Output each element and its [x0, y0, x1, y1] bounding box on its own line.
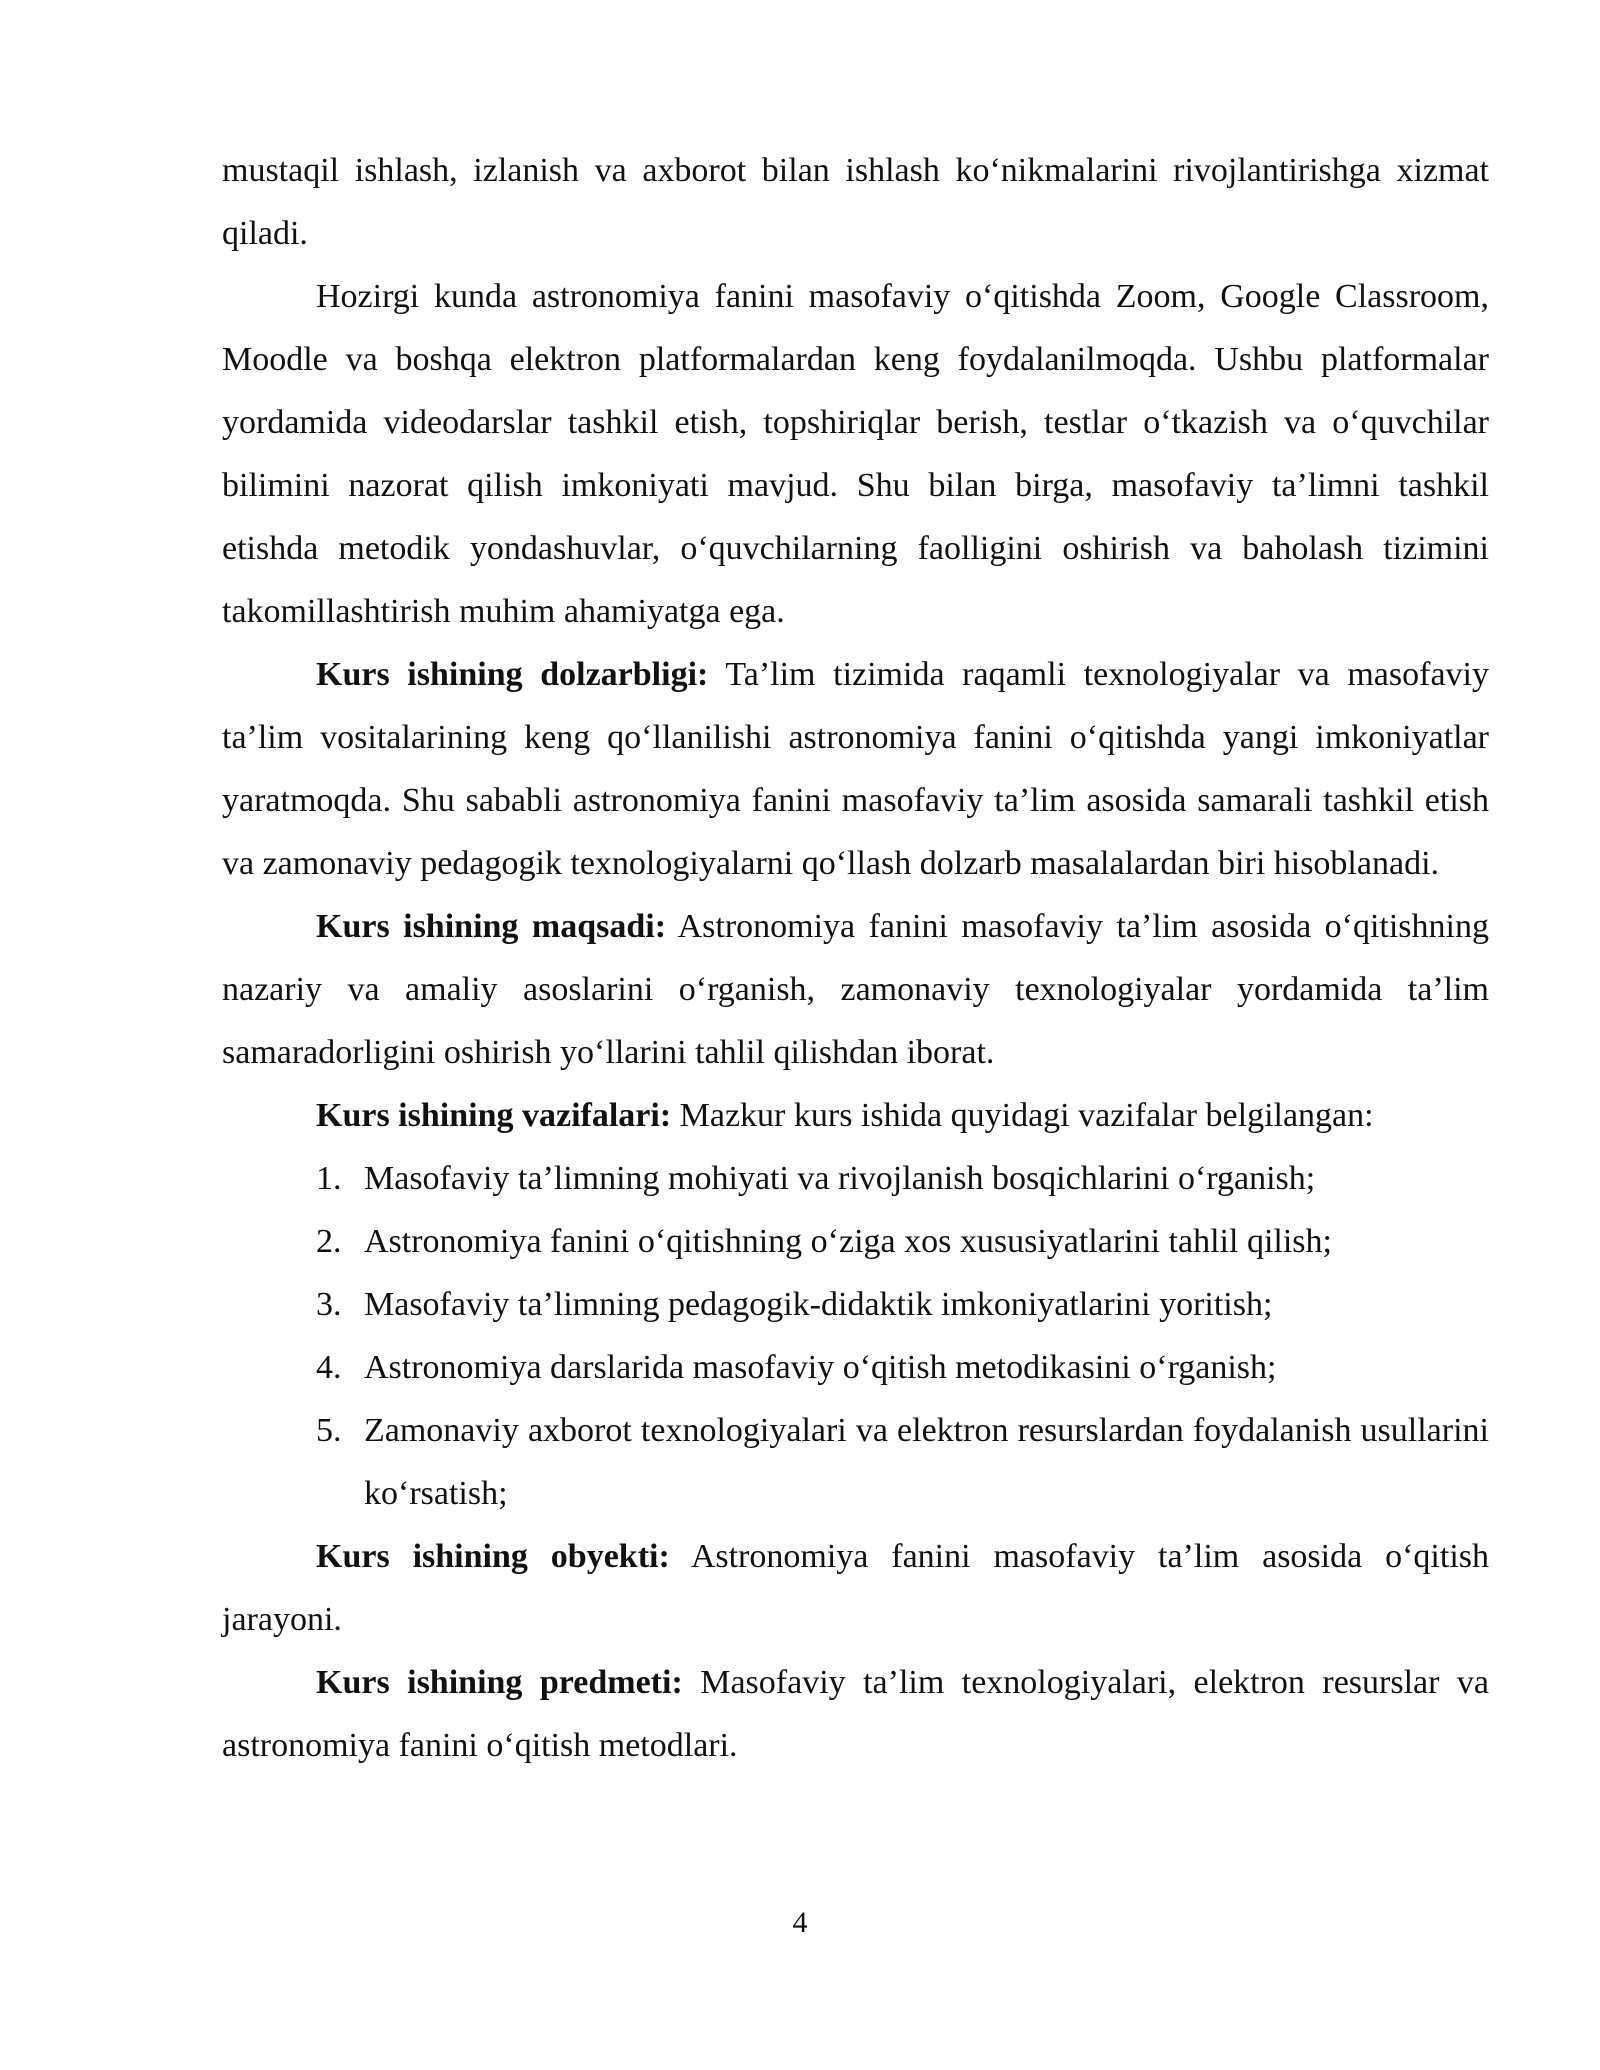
section-heading-relevance: Kurs ishining dolzarbligi: — [316, 656, 709, 693]
list-item-text: Masofaviy ta’limning pedagogik-didaktik imkoniyatlarini yoritish; — [364, 1286, 1273, 1323]
body-text — [222, 139, 1489, 1777]
paragraph-text: Mazkur kurs ishida quyidagi vazifalar belgilangan: — [671, 1097, 1374, 1134]
paragraph-text: Astronomiya fanini masofaviy ta’lim asosida o‘qitish jarayoni. — [222, 1538, 1489, 1638]
tasks-list — [222, 1147, 1489, 1525]
list-item — [222, 1147, 1489, 1210]
list-item-text: Astronomiya fanini o‘qitishning o‘ziga xos xususiyatlarini tahlil qilish; — [364, 1223, 1332, 1260]
paragraph-tasks-intro — [222, 1084, 1489, 1147]
list-item-number: 1. — [316, 1160, 342, 1197]
list-item-number: 5. — [316, 1412, 342, 1449]
paragraph-platforms — [222, 265, 1489, 643]
list-item — [222, 1210, 1489, 1273]
paragraph-relevance — [222, 643, 1489, 895]
list-item — [222, 1336, 1489, 1399]
paragraph-object — [222, 1525, 1489, 1651]
list-item-text: Zamonaviy axborot texnologiyalari va elektron resurslardan foydalanish usullarini ko‘rsatish; — [364, 1412, 1489, 1512]
list-item — [222, 1273, 1489, 1336]
list-item-text: Masofaviy ta’limning mohiyati va rivojlanish bosqichlarini o‘rganish; — [364, 1160, 1316, 1197]
paragraph-goal — [222, 895, 1489, 1084]
paragraph-continuation — [222, 139, 1489, 265]
list-item-number: 4. — [316, 1349, 342, 1386]
list-item-number: 3. — [316, 1286, 342, 1323]
paragraph-text: mustaqil ishlash, izlanish va axborot bilan ishlash ko‘nikmalarini rivojlantirishga xizmat qiladi. — [222, 152, 1489, 252]
section-heading-goal: Kurs ishining maqsadi: — [316, 908, 667, 945]
paragraph-subject — [222, 1651, 1489, 1777]
list-item — [222, 1399, 1489, 1525]
section-heading-tasks: Kurs ishining vazifalari: — [316, 1097, 672, 1134]
paragraph-text: Masofaviy ta’lim texnologiyalari, elektron resurslar va astronomiya fanini o‘qitish metodlari. — [222, 1664, 1489, 1764]
paragraph-text: Ta’lim tizimida raqamli texnologiyalar va masofaviy ta’lim vositalarining keng qo‘llanilishi astronomiya fanini o‘qitishda yangi imkoniyatlar yaratmoqda. Shu sababli astronomiya fanini masofaviy ta’lim asosida samarali tashkil etish va zamonaviy pedagogik texnologiyalarni qo‘llash dolzarb masalalardan biri hisoblanadi. — [222, 656, 1489, 882]
paragraph-text: Hozirgi kunda astronomiya fanini masofaviy o‘qitishda Zoom, Google Classroom, Moodle va boshqa elektron platformalardan keng foydalanilmoqda. Ushbu platformalar yordamida videodarslar tashkil etish, topshiriqlar berish, testlar o‘tkazish va o‘quvchilar bilimini nazorat qilish imkoniyati mavjud. Shu bilan birga, masofaviy ta’limni tashkil etishda metodik yondashuvlar, o‘quvchilarning faolligini oshirish va baholash tizimini takomillashtirish muhim ahamiyatga ega. — [222, 278, 1489, 630]
list-item-text: Astronomiya darslarida masofaviy o‘qitish metodikasini o‘rganish; — [364, 1349, 1277, 1386]
section-heading-subject: Kurs ishining predmeti: — [316, 1664, 683, 1701]
list-item-number: 2. — [316, 1223, 342, 1260]
paragraph-text: Astronomiya fanini masofaviy ta’lim asosida o‘qitishning nazariy va amaliy asoslarini o‘rganish, zamonaviy texnologiyalar yordamida ta’lim samaradorligini oshirish yo‘llarini tahlil qilishdan iborat. — [222, 908, 1489, 1071]
page-number: 4 — [792, 1906, 808, 1939]
section-heading-object: Kurs ishining obyekti: — [316, 1538, 670, 1575]
